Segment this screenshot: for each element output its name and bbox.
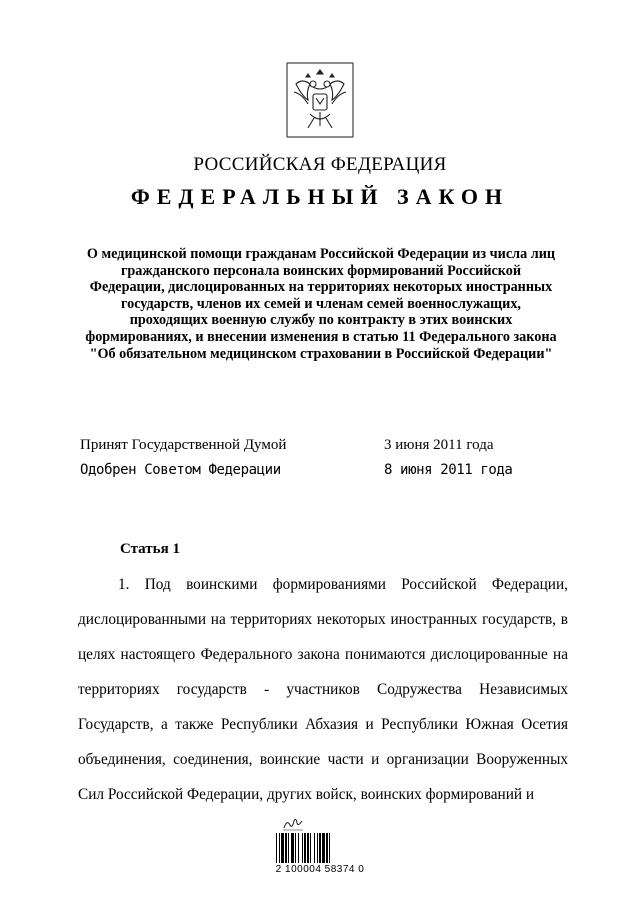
barcode-bar <box>326 833 328 863</box>
adoption-row-duma <box>80 437 550 457</box>
duma-adoption-label: Принят Государственной Думой <box>80 437 287 453</box>
barcode-bar <box>276 833 277 863</box>
barcode-bar <box>295 833 296 863</box>
council-approval-date: 8 июня 2011 года <box>384 462 513 478</box>
barcode-bar <box>304 833 306 863</box>
duma-adoption-date: 3 июня 2011 года <box>384 437 494 453</box>
barcode-bar <box>298 833 299 863</box>
article-body <box>78 567 568 812</box>
barcode-bar <box>302 833 303 863</box>
barcode-bar <box>288 833 289 863</box>
barcode-bar <box>329 833 330 863</box>
council-approval-label: Одобрен Советом Федерации <box>80 462 281 478</box>
document-type-heading: ФЕДЕРАЛЬНЫЙ ЗАКОН <box>130 184 510 209</box>
barcode-bar <box>319 833 321 863</box>
barcode-bar <box>285 833 287 863</box>
barcode-bar <box>310 833 311 863</box>
article-paragraph: 1. Под воинскими формированиями Российской Федерации, дислоцированными на территориях некоторых иностранных государств, в целях настоящего Федерального закона понимаются дислоцированные на территориях государств - участников Содружества Независимых Государств, а также Республики Абхазия и Республики Южная Осетия объединения, соединения, воинские части и организации Вооруженных Сил Российской Федерации, других войск, воинских формирований и <box>78 576 568 803</box>
law-title: О медицинской помощи гражданам Российской Федерации из числа лиц гражданского персонала воинских формирований Российской Федерации, дислоцированных на территориях некоторых иностранных государств, членов их семей и членам семей военнослужащих, проходящих военную службу по контракту в этих воинских формированиях, и внесении изменения в статью 11 Федерального закона "Об обязательном медицинском страховании в Российской Федерации" <box>85 246 557 362</box>
coat-of-arms-emblem <box>286 62 354 138</box>
barcode-graphic <box>276 833 364 863</box>
barcode-bar <box>317 833 318 863</box>
adoption-row-council <box>80 462 550 482</box>
barcode-bar <box>322 833 325 863</box>
barcode-number: 2 100004 58374 0 <box>275 864 365 875</box>
handwritten-signature <box>282 816 304 832</box>
barcode-bar <box>291 833 294 863</box>
barcode-bar <box>279 833 280 863</box>
article-heading: Статья 1 <box>120 541 180 557</box>
barcode-bar <box>314 833 315 863</box>
barcode-bar <box>281 833 284 863</box>
country-heading: РОССИЙСКАЯ ФЕДЕРАЦИЯ <box>193 154 447 175</box>
barcode-bar <box>307 833 309 863</box>
